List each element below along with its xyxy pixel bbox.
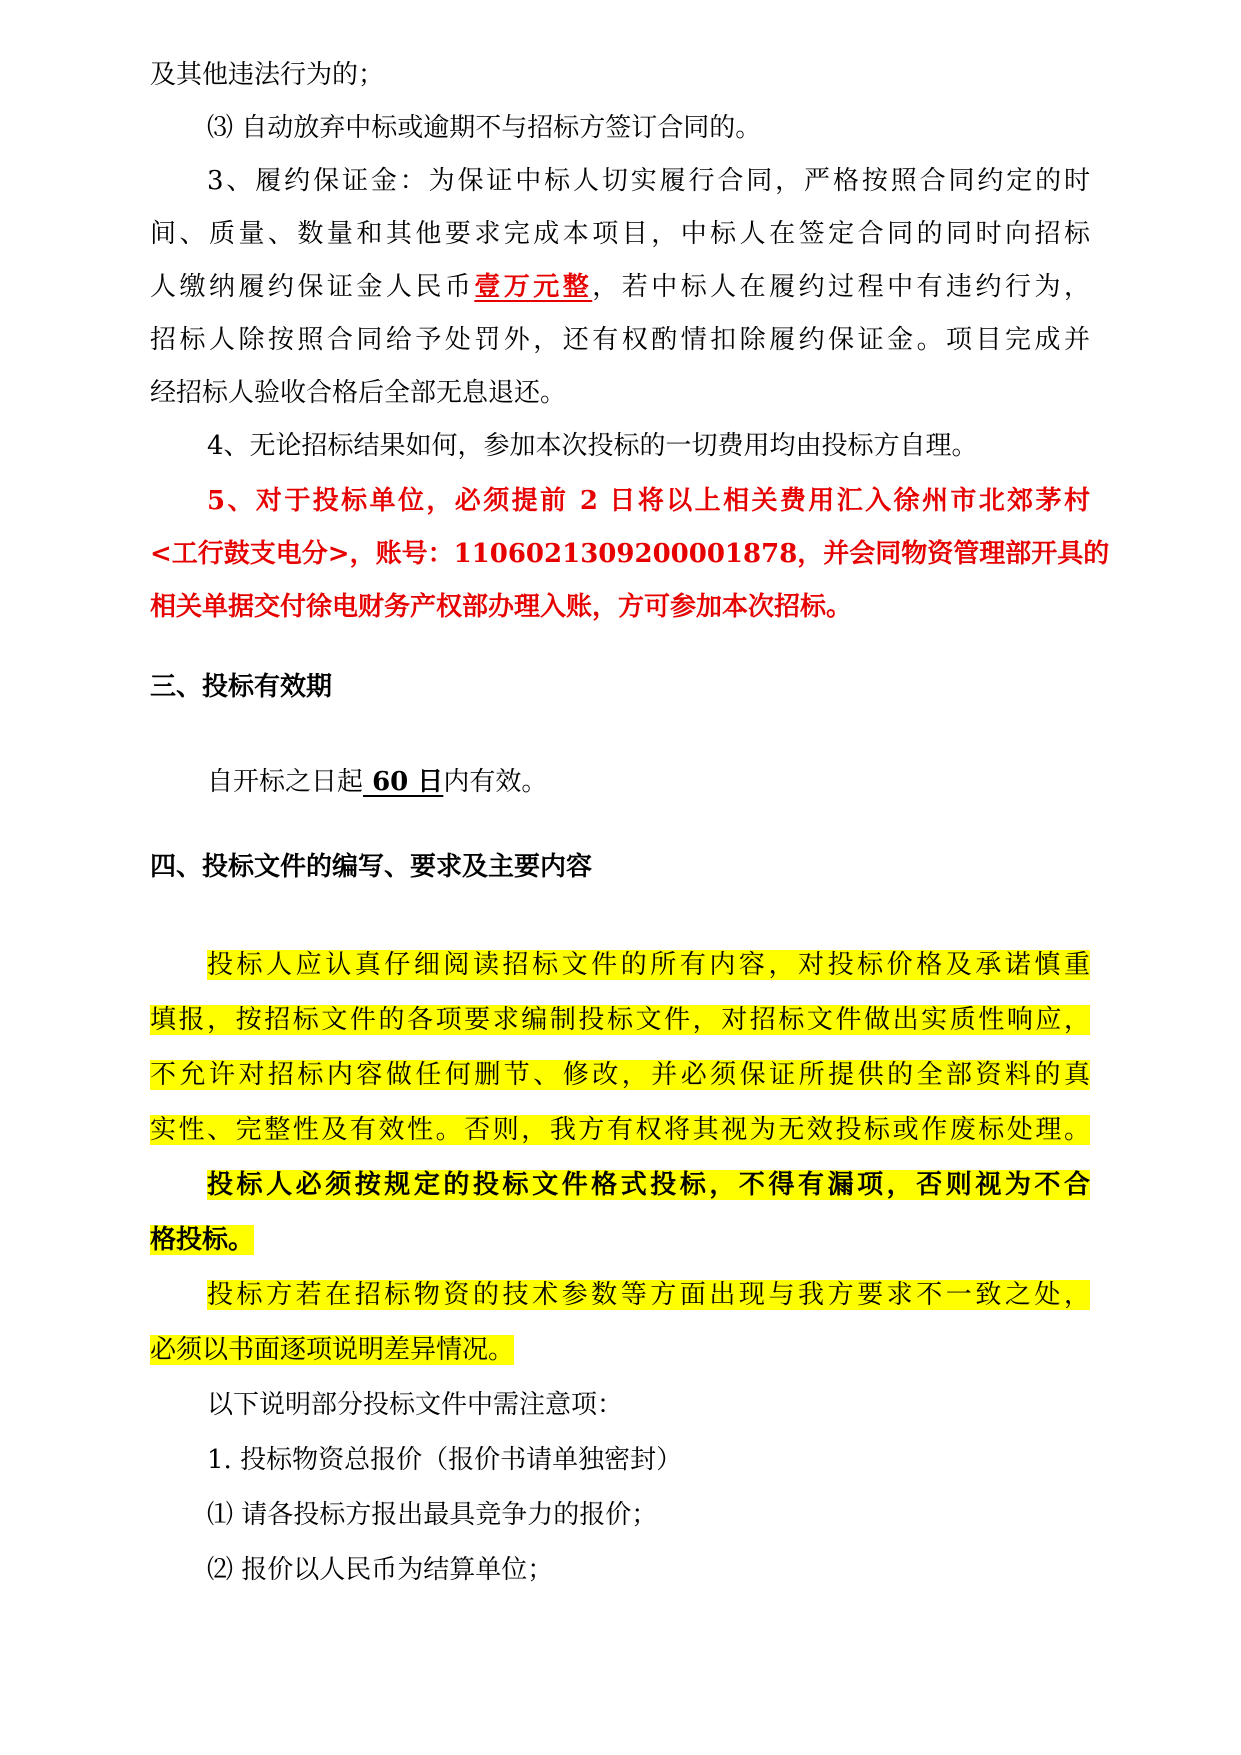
highlighted-line (207, 1275, 1090, 1315)
text-span: 人缴纳履约保证金人民币 (150, 272, 475, 302)
red-notice-line: 相关单据交付徐电财务产权部办理入账，方可参加本次招标。 (150, 592, 853, 622)
highlight-span: 实性、完整性及有效性。否则，我方有权将其视为无效投标或作废标处理。 (150, 1115, 1090, 1145)
text-span: 内有效。 (443, 767, 548, 797)
highlighted-bold-line (150, 1220, 1090, 1260)
section-heading: 四、投标文件的编写、要求及主要内容 (150, 852, 593, 882)
highlight-span: 填报，按招标文件的各项要求编制投标文件，对招标文件做出实质性响应， (150, 1005, 1090, 1035)
paragraph-line: 招标人除按照合同给予处罚外，还有权酌情扣除履约保证金。项目完成并 (150, 325, 1090, 355)
highlighted-line (150, 1055, 1090, 1095)
highlight-span: 格投标。 (150, 1225, 255, 1255)
text-span: ，若中标人在履约过程中有违约行为， (592, 272, 1090, 302)
paragraph-line: 以下说明部分投标文件中需注意项： (207, 1390, 624, 1420)
highlighted-line (150, 1000, 1090, 1040)
paragraph-line (150, 267, 1090, 307)
highlight-span: 投标方若在招标物资的技术参数等方面出现与我方要求不一致之处， (207, 1280, 1090, 1310)
highlighted-line (207, 945, 1090, 985)
highlighted-line (150, 1330, 1090, 1370)
red-notice-line: <工行鼓支电分>，账号：1106021309200001878，并会同物资管理部开具的 (150, 539, 1110, 569)
paragraph-line (207, 762, 1090, 802)
paragraph-line: ⑵ 报价以人民币为结算单位； (207, 1555, 554, 1585)
highlighted-bold-line (207, 1165, 1090, 1205)
highlight-span: 投标人必须按规定的投标文件格式投标，不得有漏项，否则视为不合 (207, 1170, 1090, 1200)
paragraph-line: 4、无论招标结果如何，参加本次投标的一切费用均由投标方自理。 (207, 431, 978, 461)
paragraph-line: 及其他违法行为的； (150, 60, 385, 90)
text-span: 自开标之日起 (207, 767, 364, 797)
highlighted-line (150, 1110, 1090, 1150)
section-heading: 三、投标有效期 (150, 672, 333, 702)
red-notice-line: 5、对于投标单位，必须提前 2 日将以上相关费用汇入徐州市北郊茅村 (207, 486, 1090, 516)
highlight-span: 不允许对招标内容做任何删节、修改，并必须保证所提供的全部资料的真 (150, 1060, 1090, 1090)
deposit-amount: 壹万元整 (474, 272, 593, 302)
paragraph-line: 间、质量、数量和其他要求完成本项目，中标人在签定合同的同时向招标 (150, 219, 1090, 249)
paragraph-line: 3、履约保证金：为保证中标人切实履行合同，严格按照合同约定的时 (207, 166, 1090, 196)
paragraph-line: ⑶ 自动放弃中标或逾期不与招标方签订合同的。 (207, 113, 762, 143)
highlight-span: 投标人应认真仔细阅读招标文件的所有内容，对投标价格及承诺慎重 (207, 950, 1090, 980)
highlight-span: 必须以书面逐项说明差异情况。 (150, 1335, 515, 1365)
validity-period: 60 日 (363, 767, 444, 797)
paragraph-line: 1. 投标物资总报价（报价书请单独密封） (207, 1445, 683, 1475)
paragraph-line: 经招标人验收合格后全部无息退还。 (150, 378, 567, 408)
paragraph-line: ⑴ 请各投标方报出最具竞争力的报价； (207, 1500, 658, 1530)
